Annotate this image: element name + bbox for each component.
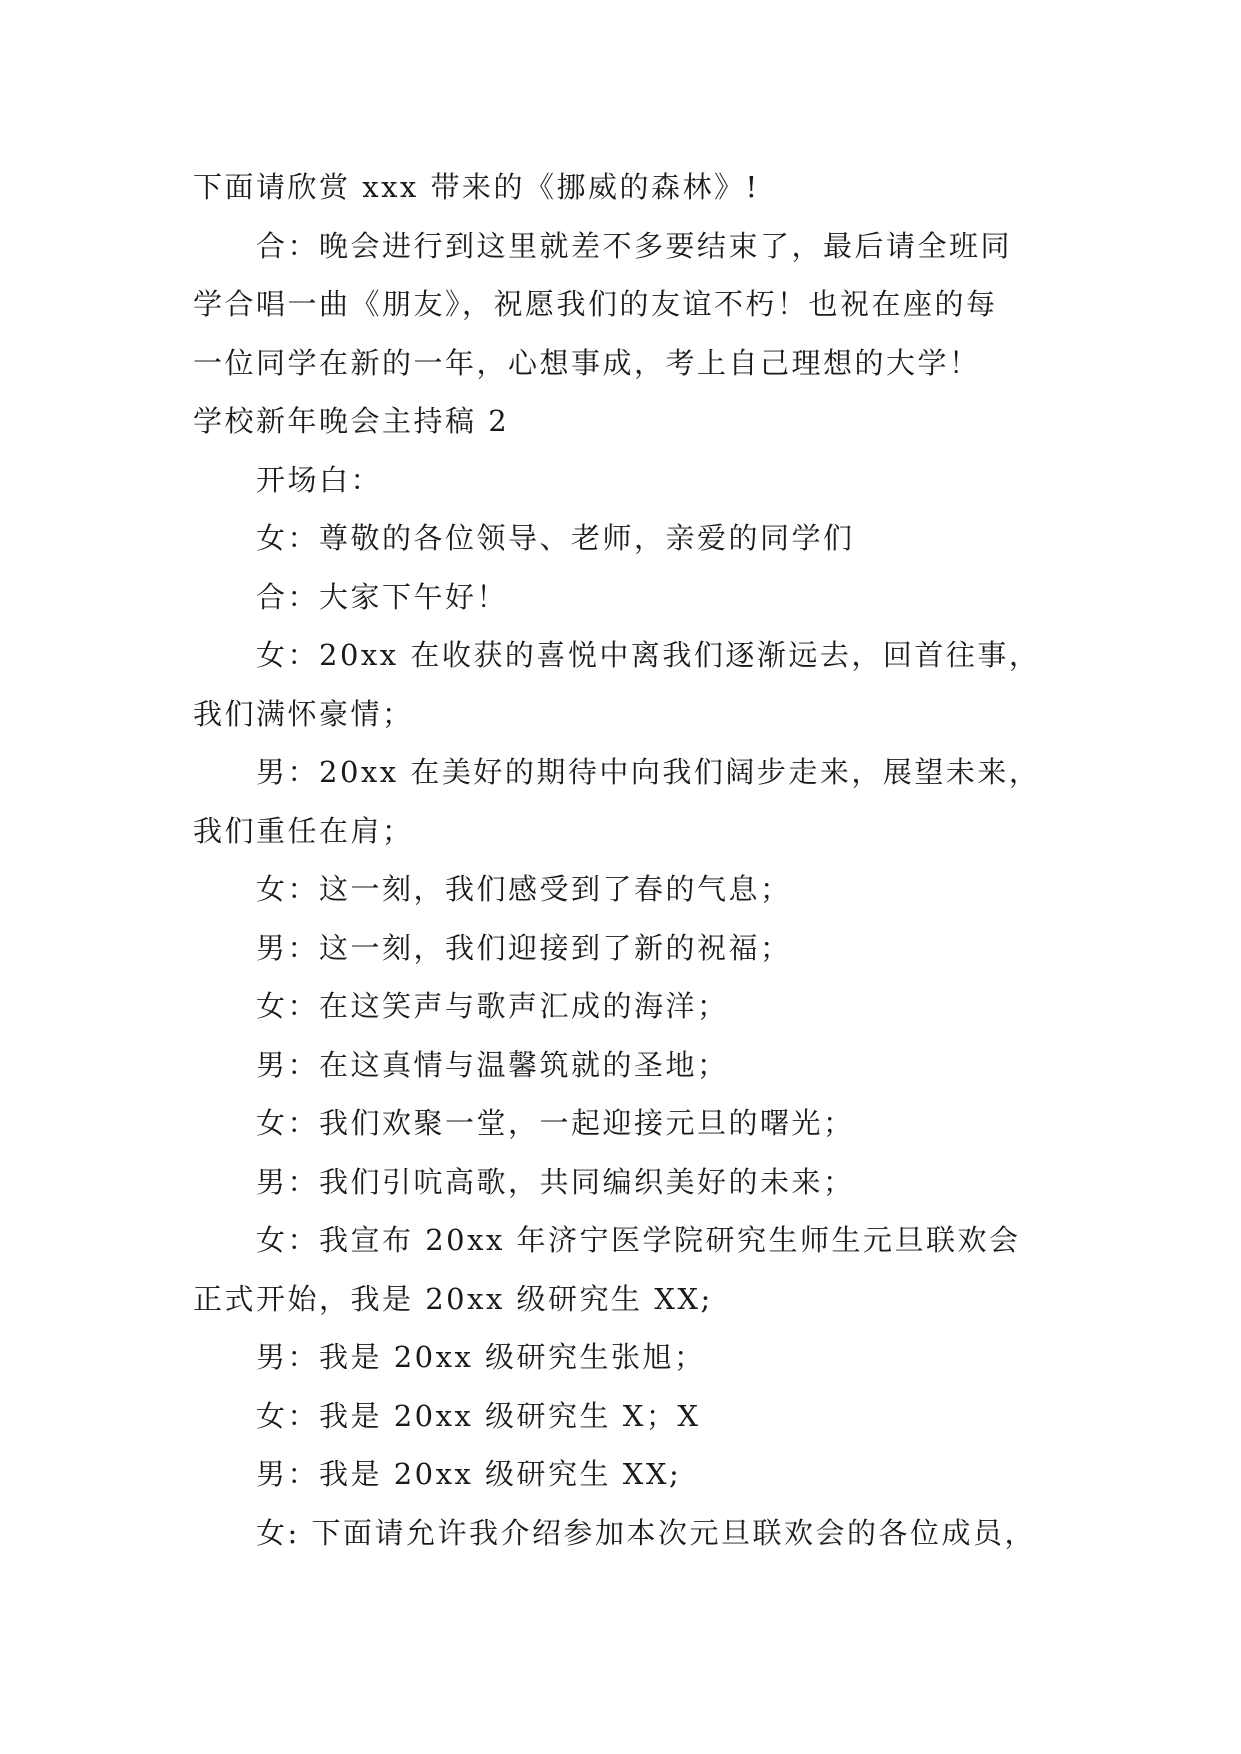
text-line: 学合唱一曲《朋友》，祝愿我们的友谊不朽！也祝在座的每 bbox=[193, 287, 998, 321]
text-line: 开场白： bbox=[256, 462, 383, 497]
text-line: 男：在这真情与温馨筑就的圣地； bbox=[256, 1047, 729, 1082]
text-line: 我们重任在肩； bbox=[193, 813, 414, 848]
text-line: 女：这一刻，我们感受到了春的气息； bbox=[256, 872, 792, 906]
text-line: 一位同学在新的一年，心想事成，考上自己理想的大学！ bbox=[193, 345, 981, 380]
text-line: 合：大家下午好！ bbox=[256, 579, 509, 614]
section-heading: 学校新年晚会主持稿 2 bbox=[193, 404, 510, 438]
text-line: 男：我们引吭高歌，共同编织美好的未来； bbox=[256, 1164, 855, 1199]
text-line: 女：我们欢聚一堂，一起迎接元旦的曙光； bbox=[256, 1106, 855, 1140]
text-line: 男：这一刻，我们迎接到了新的祝福； bbox=[256, 930, 792, 965]
text-line: 合：晚会进行到这里就差不多要结束了，最后请全班同 bbox=[256, 228, 1013, 263]
text-line: 女: 下面请允许我介绍参加本次元旦联欢会的各位成员， bbox=[256, 1515, 1036, 1550]
text-line: 正式开始，我是 20xx 级研究生 XX; bbox=[193, 1281, 713, 1316]
text-line: 女：20xx 在收获的喜悦中离我们逐渐远去，回首往事， bbox=[256, 638, 1041, 672]
text-line: 女：我是 20xx 级研究生 X；X bbox=[256, 1398, 701, 1433]
text-line: 下面请欣赏 xxx 带来的《挪威的森林》! bbox=[193, 170, 760, 204]
text-line: 女：在这笑声与歌声汇成的海洋； bbox=[256, 989, 729, 1023]
text-line: 男：20xx 在美好的期待中向我们阔步走来，展望未来， bbox=[256, 755, 1041, 789]
text-line: 女：尊敬的各位领导、老师，亲爱的同学们 bbox=[256, 521, 855, 555]
document-body bbox=[193, 158, 1073, 1562]
text-line: 男：我是 20xx 级研究生 XX; bbox=[256, 1457, 682, 1491]
text-line: 女：我宣布 20xx 年济宁医学院研究生师生元旦联欢会 bbox=[256, 1223, 1021, 1257]
text-line: 我们满怀豪情； bbox=[193, 696, 414, 731]
text-line: 男：我是 20xx 级研究生张旭； bbox=[256, 1340, 706, 1374]
